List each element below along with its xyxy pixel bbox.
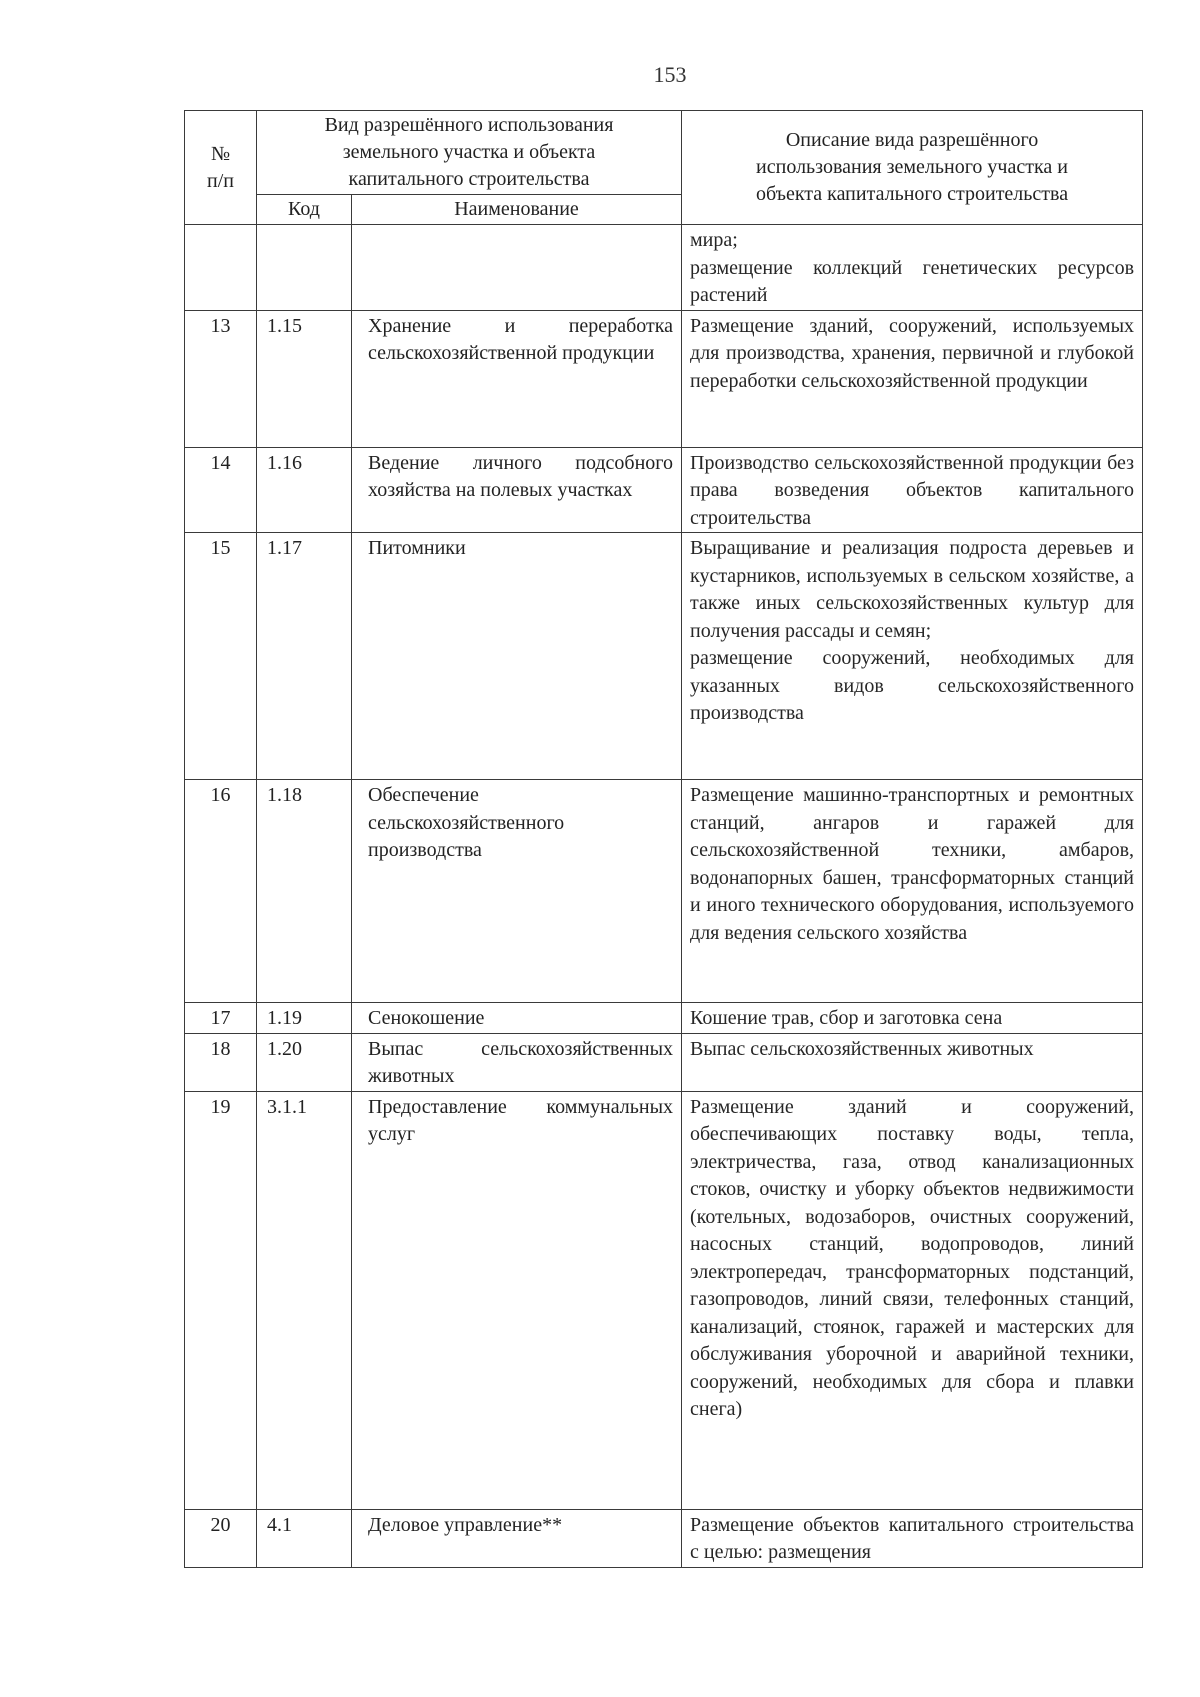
cell-description: [682, 447, 1143, 533]
name-paragraph: Обеспечение сельскохозяйственного производства: [368, 784, 565, 861]
cell-description: [682, 1091, 1143, 1509]
description-paragraph: Размещение машинно-транспортных и ремонтных станций, ангаров и гаражей для сельскохозяйственной техники, амбаров, водонапорных башен, трансформаторных станций и иного технического оборудования, используемого для ведения сельского хозяйства: [690, 784, 1135, 944]
table-row: [185, 225, 1143, 311]
name-paragraph: Деловое управление**: [368, 1513, 563, 1536]
name-paragraph: Питомники: [368, 537, 466, 559]
cell-number: 16: [185, 780, 257, 1003]
cell-code: 4.1: [257, 1509, 352, 1567]
name-paragraph: Хранение и переработка сельскохозяйственной продукции: [368, 314, 674, 364]
cell-name: [352, 1509, 682, 1567]
header-description-line: Описание вида разрешённого: [785, 129, 1039, 151]
description-paragraph: Производство сельскохозяйственной продукции без права возведения объектов капитального строительства: [690, 451, 1135, 529]
cell-number: 15: [185, 533, 257, 780]
description-paragraph: Размещение зданий и сооружений, обеспечивающих поставку воды, тепла, электричества, газа, отвод канализационных стоков, очистку и уборку объектов недвижимости (котельных, водозаборов, очистных сооружений, насосных станций, водопроводов, линий электропередач, трансформаторных подстанций, газопроводов, линий связи, телефонных станций, канализаций, стоянок, гаражей и мастерских для обслуживания уборочной и аварийной техники, сооружений, необходимых для сбора и плавки снега): [690, 1095, 1135, 1420]
cell-code: [257, 225, 352, 311]
cell-name: [352, 310, 682, 447]
cell-code: 1.19: [257, 1003, 352, 1034]
cell-name: [352, 225, 682, 311]
cell-number: [185, 225, 257, 311]
name-paragraph: Ведение личного подсобного хозяйства на полевых участках: [368, 451, 674, 501]
cell-name: [352, 780, 682, 1003]
cell-name: [352, 1003, 682, 1034]
description-paragraph: Кошение трав, сбор и заготовка сена: [690, 1007, 1003, 1029]
cell-number: 19: [185, 1091, 257, 1509]
cell-description: [682, 1033, 1143, 1091]
cell-code: 1.17: [257, 533, 352, 780]
cell-code: 1.20: [257, 1033, 352, 1091]
cell-number: 13: [185, 310, 257, 447]
description-paragraph: Выпас сельскохозяйственных животных: [690, 1037, 1034, 1060]
description-paragraph: Размещение зданий, сооружений, используемых для производства, хранения, первичной и глубокой переработки сельскохозяйственной продукции: [690, 314, 1135, 392]
description-paragraph: Размещение объектов капитального строительства с целью: размещения: [690, 1513, 1135, 1563]
land-use-table: [184, 110, 1143, 1568]
header-description-line: объекта капитального строительства: [755, 183, 1069, 205]
name-paragraph: Сенокошение: [368, 1007, 485, 1029]
header-use-type-line: капитального строительства: [348, 168, 590, 190]
cell-description: [682, 225, 1143, 311]
table-row: [185, 1033, 1143, 1091]
header-code: Код: [257, 195, 352, 225]
description-paragraph: размещение сооружений, необходимых для указанных видов сельскохозяйственного производства: [690, 647, 1135, 724]
description-paragraph: размещение коллекций генетических ресурсов растений: [690, 256, 1135, 306]
table-row: [185, 533, 1143, 780]
description-paragraph: мира;: [690, 229, 738, 251]
table-header: [185, 111, 1143, 225]
header-number-line: п/п: [207, 169, 234, 192]
name-paragraph: Выпас сельскохозяйственных животных: [368, 1037, 674, 1087]
header-name: Наименование: [352, 195, 682, 225]
cell-description: [682, 1509, 1143, 1567]
cell-code: 1.15: [257, 310, 352, 447]
header-use-type: [257, 111, 682, 195]
cell-code: 1.16: [257, 447, 352, 533]
description-paragraph: Выращивание и реализация подроста деревьев и кустарников, используемых в сельском хозяйстве, а также иных сельскохозяйственных культур для получения рассады и семян;: [690, 537, 1135, 642]
header-use-type-line: земельного участка и объекта: [342, 141, 596, 163]
header-description-line: использования земельного участка и: [756, 156, 1068, 178]
cell-name: [352, 533, 682, 780]
cell-name: [352, 1033, 682, 1091]
table-row: [185, 310, 1143, 447]
cell-number: 14: [185, 447, 257, 533]
cell-description: [682, 533, 1143, 780]
name-paragraph: Предоставление коммунальных услуг: [368, 1095, 674, 1145]
header-use-type-line: Вид разрешённого использования: [324, 114, 614, 136]
cell-name: [352, 447, 682, 533]
header-number: [185, 111, 257, 225]
cell-number: 17: [185, 1003, 257, 1034]
cell-description: [682, 310, 1143, 447]
table-body: [185, 225, 1143, 1568]
table-row: [185, 1091, 1143, 1509]
cell-name: [352, 1091, 682, 1509]
table-row: [185, 447, 1143, 533]
cell-description: [682, 1003, 1143, 1034]
cell-description: [682, 780, 1143, 1003]
cell-code: 3.1.1: [257, 1091, 352, 1509]
header-number-line: №: [210, 142, 231, 165]
cell-number: 18: [185, 1033, 257, 1091]
table-row: [185, 1003, 1143, 1034]
cell-number: 20: [185, 1509, 257, 1567]
header-description: [682, 111, 1143, 225]
cell-code: 1.18: [257, 780, 352, 1003]
table-row: [185, 1509, 1143, 1567]
page-number: 153: [653, 62, 687, 87]
table-row: [185, 780, 1143, 1003]
